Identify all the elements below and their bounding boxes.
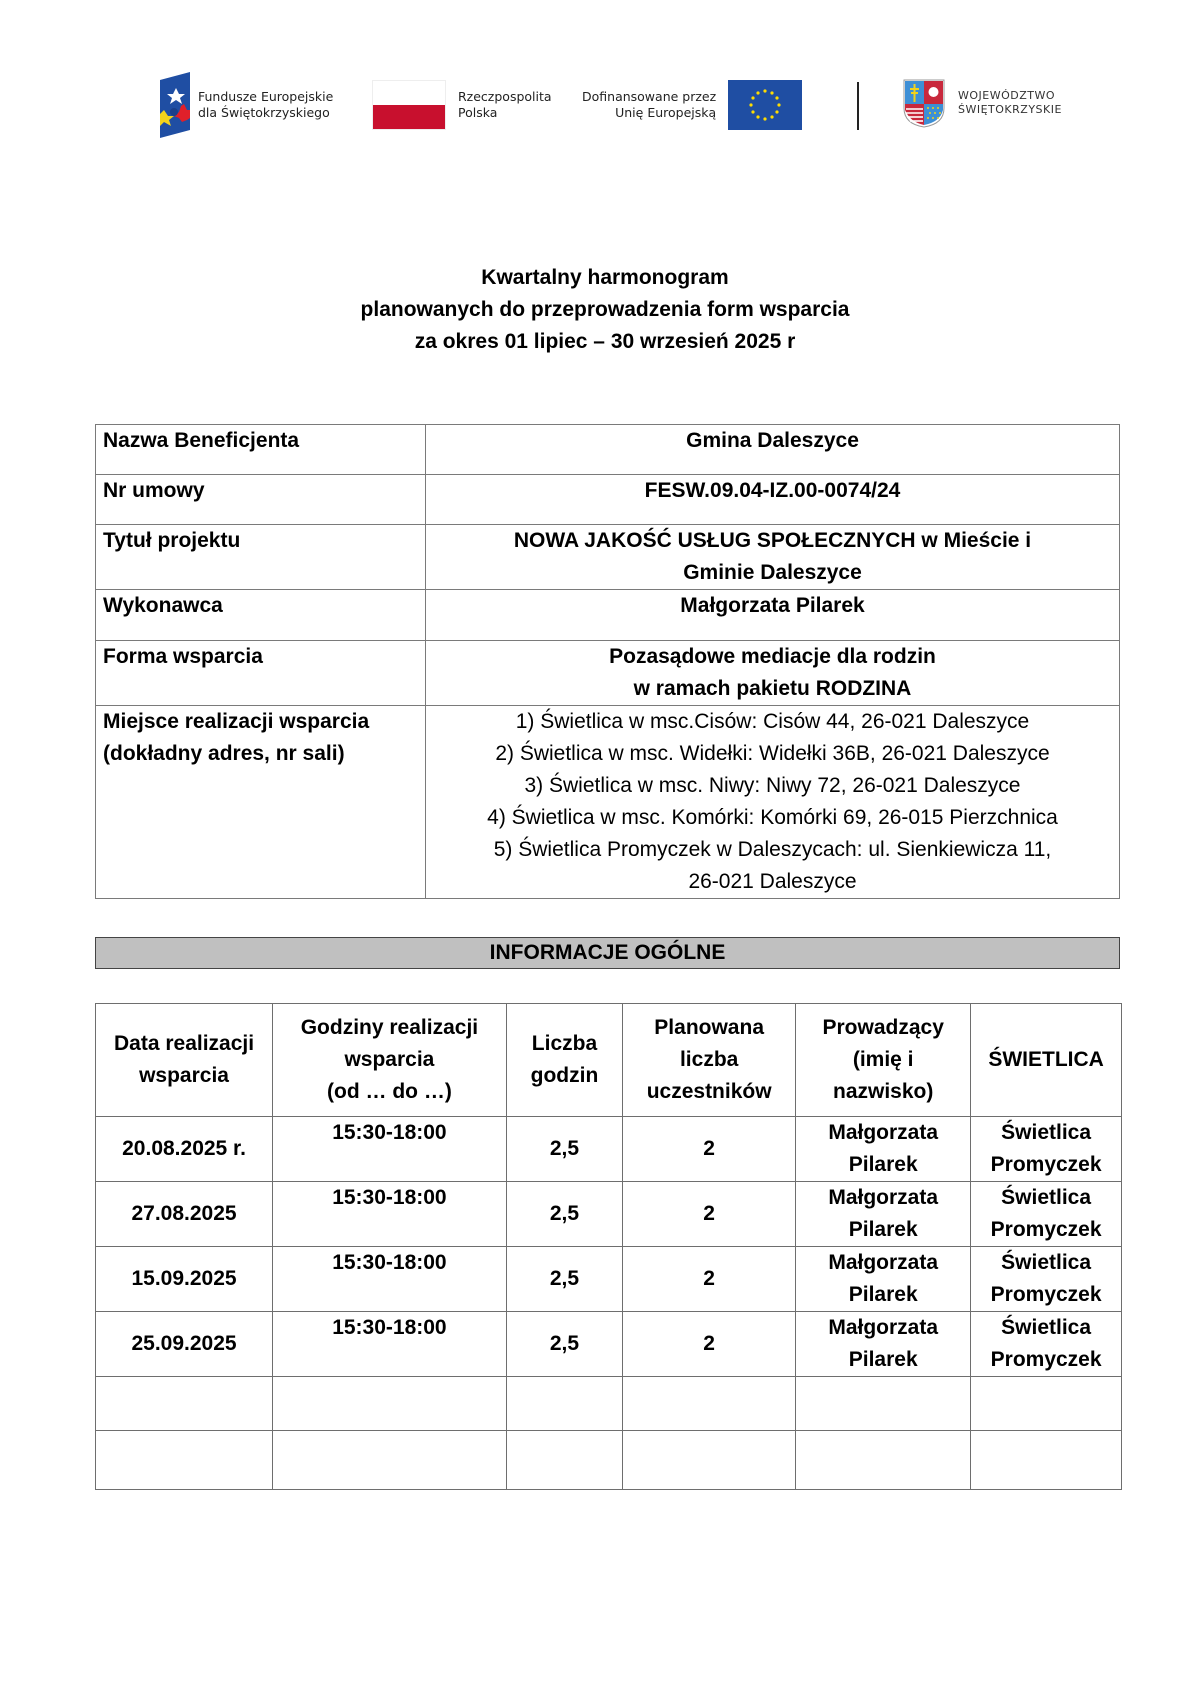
title-line-1: Kwartalny harmonogram [481,266,729,289]
schedule-row-empty [96,1377,1122,1431]
fe-logo-line1: Fundusze Europejskie [198,89,334,104]
cell-hours: 15:30-18:00 [273,1117,507,1182]
empty-cell [96,1377,273,1431]
info-row-location [96,706,1120,899]
column-header-participants [623,1004,796,1117]
info-value-line: w ramach pakietu RODZINA [633,677,912,700]
column-header-hour-count [506,1004,622,1117]
empty-cell [623,1377,796,1431]
venue-line: Promyczek [990,1348,1102,1371]
info-label: Tytuł projektu [96,525,426,590]
schedule-header-row [96,1004,1122,1117]
info-value-line: Pozasądowe mediacje dla rodzin [609,645,936,668]
leader-last-name: Pilarek [848,1153,918,1176]
leader-first-name: Małgorzata [828,1121,939,1144]
info-label: Wykonawca [96,590,426,641]
schedule-row [96,1182,1122,1247]
header-line: nazwisko) [833,1080,934,1103]
schedule-row [96,1247,1122,1312]
location-list [426,706,1120,899]
venue-line: Świetlica [1001,1251,1092,1274]
cell-hours: 15:30-18:00 [273,1312,507,1377]
cell-participants: 2 [623,1312,796,1377]
header-line: uczestników [646,1080,772,1103]
leader-first-name: Małgorzata [828,1186,939,1209]
empty-cell [623,1431,796,1490]
venue-line: Promyczek [990,1153,1102,1176]
cell-participants: 2 [623,1247,796,1312]
fundusze-europejskie-icon [156,72,192,138]
cell-participants: 2 [623,1182,796,1247]
cell-leader [796,1247,971,1312]
info-value-line: Gminie Daleszyce [683,561,862,584]
cell-leader [796,1182,971,1247]
eu-flag-icon [728,80,802,130]
cell-hours: 15:30-18:00 [273,1182,507,1247]
empty-cell [506,1431,622,1490]
empty-cell [506,1377,622,1431]
cell-venue [971,1182,1122,1247]
pl-logo-line2: Polska [458,105,498,120]
schedule-row-empty [96,1431,1122,1490]
cell-date: 25.09.2025 [96,1312,273,1377]
cell-venue [971,1117,1122,1182]
info-value: Gmina Daleszyce [426,425,1120,475]
leader-last-name: Pilarek [848,1218,918,1241]
empty-cell [796,1377,971,1431]
swietokrzyskie-crest-icon [902,78,946,128]
venue-line: Świetlica [1001,1121,1092,1144]
leader-last-name: Pilarek [848,1283,918,1306]
empty-cell [971,1377,1122,1431]
pl-logo-line1: Rzeczpospolita [458,89,552,104]
column-header-venue [971,1004,1122,1117]
logo-header [0,72,1200,142]
empty-cell [796,1431,971,1490]
fe-logo-line2: dla Świętokrzyskiego [198,105,330,120]
empty-cell [273,1377,507,1431]
info-value: Małgorzata Pilarek [426,590,1120,641]
cell-hours: 15:30-18:00 [273,1247,507,1312]
location-item: 1) Świetlica w msc.Cisów: Cisów 44, 26-021 Daleszyce [515,710,1030,733]
empty-cell [273,1431,507,1490]
document-title [0,262,1200,358]
info-value-line: NOWA JAKOŚĆ USŁUG SPOŁECZNYCH w Mieście i [513,529,1032,552]
cell-leader [796,1312,971,1377]
header-line: Planowana [654,1016,764,1039]
info-row-support-form [96,641,1120,706]
header-line: (od … do …) [327,1080,452,1103]
title-line-2: planowanych do przeprowadzenia form wsparcia [360,298,850,321]
unia-europejska-logo [582,80,802,130]
cell-hour-count: 2,5 [506,1312,622,1377]
column-header-leader [796,1004,971,1117]
schedule-row [96,1312,1122,1377]
location-item: 2) Świetlica w msc. Widełki: Widełki 36B, 26-021 Daleszyce [495,742,1050,765]
header-line: Prowadzący [822,1016,944,1039]
cell-hour-count: 2,5 [506,1247,622,1312]
column-header-hours [273,1004,507,1117]
info-label [96,706,426,899]
polish-flag-icon [372,80,446,130]
cell-venue [971,1247,1122,1312]
empty-cell [971,1431,1122,1490]
header-line: godzin [530,1064,599,1087]
header-line: (imię i [852,1048,914,1071]
logo-divider [857,82,859,130]
header-line: Data realizacji [113,1032,255,1055]
info-value [426,641,1120,706]
info-label: Nazwa Beneficjenta [96,425,426,475]
info-row-contractor [96,590,1120,641]
cell-participants: 2 [623,1117,796,1182]
title-line-3: za okres 01 lipiec – 30 wrzesień 2025 r [414,330,796,353]
info-row-project-title [96,525,1120,590]
location-item: 5) Świetlica Promyczek w Daleszycach: ul. Sienkiewicza 11, [493,838,1052,861]
column-header-date [96,1004,273,1117]
fundusze-europejskie-logo [156,72,333,138]
eu-logo-line2: Unię Europejską [615,105,717,120]
header-line: Godziny realizacji [300,1016,479,1039]
leader-first-name: Małgorzata [828,1251,939,1274]
section-header-general-info: INFORMACJE OGÓLNE [95,937,1120,969]
schedule-table [95,1003,1122,1490]
info-row-contract-number [96,475,1120,525]
rzeczpospolita-polska-logo [372,80,552,130]
info-label-line: Miejsce realizacji wsparcia [103,710,370,733]
project-info-table [95,424,1120,899]
info-label: Forma wsparcia [96,641,426,706]
venue-line: Promyczek [990,1283,1102,1306]
venue-line: Świetlica [1001,1186,1092,1209]
cell-leader [796,1117,971,1182]
info-value [426,525,1120,590]
header-line: wsparcia [344,1048,435,1071]
sw-logo-line2: ŚWIĘTOKRZYSKIE [958,103,1062,116]
eu-logo-line1: Dofinansowane przez [582,89,717,104]
cell-hour-count: 2,5 [506,1182,622,1247]
header-line: ŚWIETLICA [988,1048,1104,1071]
location-item: 4) Świetlica w msc. Komórki: Komórki 69, 26-015 Pierzchnica [487,806,1058,829]
leader-last-name: Pilarek [848,1348,918,1371]
location-item: 3) Świetlica w msc. Niwy: Niwy 72, 26-021 Daleszyce [524,774,1021,797]
cell-hour-count: 2,5 [506,1117,622,1182]
info-row-beneficiary [96,425,1120,475]
cell-date: 15.09.2025 [96,1247,273,1312]
cell-date: 27.08.2025 [96,1182,273,1247]
cell-venue [971,1312,1122,1377]
leader-first-name: Małgorzata [828,1316,939,1339]
cell-date: 20.08.2025 r. [96,1117,273,1182]
header-line: wsparcia [139,1064,229,1087]
wojewodztwo-swietokrzyskie-logo [902,78,1062,128]
info-value: FESW.09.04-IZ.00-0074/24 [426,475,1120,525]
header-line: Liczba [531,1032,598,1055]
info-label: Nr umowy [96,475,426,525]
sw-logo-line1: WOJEWÓDZTWO [958,89,1056,102]
header-line: liczba [679,1048,739,1071]
schedule-row [96,1117,1122,1182]
info-label-line: (dokładny adres, nr sali) [103,742,345,765]
location-item: 26-021 Daleszyce [688,870,857,893]
venue-line: Świetlica [1001,1316,1092,1339]
venue-line: Promyczek [990,1218,1102,1241]
empty-cell [96,1431,273,1490]
